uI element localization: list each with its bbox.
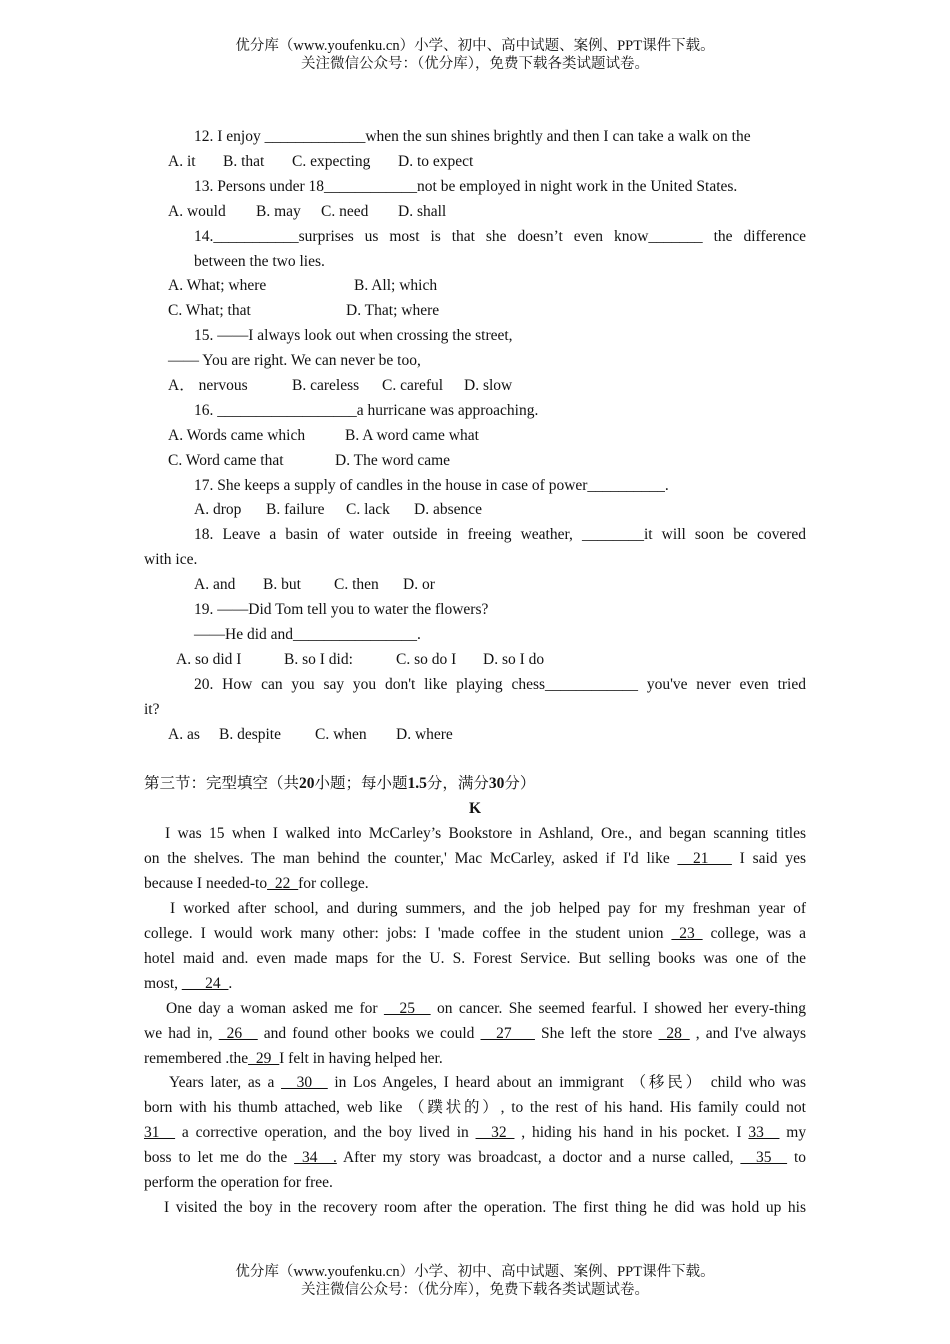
passage-line-6: hotel maid and. even made maps for the U. S. Forest Service. But selling books was one of the — [144, 950, 806, 967]
blank-31: 31__ — [144, 1124, 175, 1141]
q17-option-c: C. lack — [346, 501, 390, 518]
passage-text: , and I've always — [695, 1025, 807, 1042]
passage-text: because I needed-to — [144, 875, 268, 892]
q14-stem-line-2: between the two lies. — [194, 253, 325, 270]
section-heading — [144, 771, 535, 796]
passage-line-15: perform the operation for free. — [144, 1174, 333, 1191]
q14-stem-line-1: 14.___________surprises us most is that she doesn’t even know_______ the difference — [194, 228, 806, 245]
passage-text: on cancer. She seemed fearful. I showed her every-thing — [436, 1000, 807, 1017]
passage-text: . — [228, 975, 233, 992]
passage-line-7 — [144, 971, 232, 996]
q20-stem-line-1: 20. How can you say you don't like playing chess____________ you've never even tried — [194, 676, 806, 693]
passage-line-5 — [144, 921, 806, 946]
blank-23: _23_ — [671, 925, 703, 942]
q12-option-c: C. expecting — [292, 153, 371, 170]
q14-option-d: D. That; where — [346, 302, 440, 319]
passage-text: boss to let me do the — [144, 1149, 288, 1166]
blank-28: _28_ — [658, 1025, 690, 1042]
passage-line-4: I worked after school, and during summers, and the job helped pay for my freshman year of — [170, 900, 806, 917]
q19-option-a: A. so did I — [176, 651, 242, 668]
blank-22: _22_ — [267, 875, 299, 892]
q19-option-c: C. so do I — [396, 651, 457, 668]
footer-line-2: 关注微信公众号：（优分库），免费下载各类试题试卷。 — [301, 1282, 649, 1298]
q12-option-d: D. to expect — [398, 153, 474, 170]
header-line-1: 优分库（www.youfenku.cn）小学、初中、高中试题、案例、PPT课件下载。 — [235, 38, 715, 54]
q17-option-a: A. drop — [194, 501, 242, 518]
q16-option-c: C. Word came that — [168, 452, 284, 469]
q15-option-d: D. slow — [464, 377, 513, 394]
q18-option-c: C. then — [334, 576, 379, 593]
q18-stem-line-2: with ice. — [144, 551, 198, 568]
q16-option-b: B. A word came what — [345, 427, 479, 444]
q18-option-d: D. or — [403, 576, 435, 593]
q17-option-b: B. failure — [266, 501, 325, 518]
q13-option-c: C. need — [321, 203, 369, 220]
section-points-each: 1.5 — [407, 775, 427, 792]
blank-25: __25__ — [384, 1000, 431, 1017]
passage-line-9 — [144, 1021, 806, 1046]
q18-option-b: B. but — [263, 576, 301, 593]
q12-stem: 12. I enjoy _____________when the sun shines brightly and then I can take a walk on the — [194, 128, 751, 145]
passage-text: we had in, — [144, 1025, 213, 1042]
page-footer — [0, 1263, 950, 1299]
blank-24: ___24_ — [181, 975, 229, 992]
q19-option-d: D. so I do — [483, 651, 545, 668]
passage-text: for college. — [298, 875, 369, 892]
q14-option-b: B. All; which — [354, 277, 438, 294]
q13-option-b: B. may — [256, 203, 301, 220]
passage-line-14 — [144, 1145, 806, 1170]
q19-option-b: B. so I did: — [284, 651, 353, 668]
blank-26: _26__ — [218, 1025, 258, 1042]
q19-stem-line-1: 19. ——Did Tom tell you to water the flowers? — [194, 601, 489, 618]
blank-30: __30__ — [281, 1074, 328, 1091]
passage-text: I said yes — [739, 850, 807, 867]
section-total-points: 30 — [488, 775, 505, 792]
q16-stem: 16. __________________a hurricane was approaching. — [194, 402, 539, 419]
q12-option-b: B. that — [223, 153, 265, 170]
passage-text: One day a woman asked me for — [166, 1000, 378, 1017]
passage-text: to — [793, 1149, 806, 1166]
passage-title: K — [468, 800, 482, 817]
passage-line-11 — [169, 1070, 806, 1095]
q19-stem-line-2: ——He did and________________. — [194, 626, 421, 643]
blank-21: __21___ — [677, 850, 732, 867]
q12-option-a: A. it — [168, 153, 196, 170]
passage-line-3 — [144, 871, 369, 896]
q20-option-d: D. where — [396, 726, 453, 743]
passage-line-8 — [166, 996, 806, 1021]
q13-option-a: A. would — [168, 203, 226, 220]
q16-option-a: A. Words came which — [168, 427, 306, 444]
blank-27: __27___ — [480, 1025, 535, 1042]
passage-text: and found other books we could — [263, 1025, 475, 1042]
section-heading-text-4: 分） — [504, 775, 536, 792]
passage-text: in Los Angeles, I heard about an immigrant （移民） child who was — [334, 1074, 806, 1091]
passage-line-1: I was 15 when I walked into McCarley’s Bookstore in Ashland, Ore., and began scanning titles — [165, 825, 806, 842]
passage-text: I felt in having helped her. — [279, 1050, 443, 1067]
q14-option-a: A. What; where — [168, 277, 267, 294]
blank-29: _29_ — [248, 1050, 280, 1067]
q20-option-c: C. when — [315, 726, 367, 743]
passage-text: most, — [144, 975, 179, 992]
q17-option-d: D. absence — [414, 501, 482, 518]
passage-text: She left the store — [540, 1025, 653, 1042]
q15-option-c: C. careful — [382, 377, 444, 394]
q15-option-b: B. careless — [292, 377, 360, 394]
q20-option-b: B. despite — [219, 726, 281, 743]
q18-stem-line-1: 18. Leave a basin of water outside in freeing weather, ________it will soon be covered — [194, 526, 806, 543]
header-line-2: 关注微信公众号：（优分库），免费下载各类试题试卷。 — [301, 56, 649, 72]
passage-line-10 — [144, 1046, 443, 1071]
passage-text: , hiding his hand in his pocket. I — [521, 1124, 742, 1141]
passage-line-2 — [144, 846, 806, 871]
passage-text: on the shelves. The man behind the counter,' Mac McCarley, asked if I'd like — [144, 850, 670, 867]
passage-line-16: I visited the boy in the recovery room after the operation. The first thing he did was hold up his — [164, 1199, 806, 1216]
passage-text: Years later, as a — [169, 1074, 275, 1091]
q14-option-c: C. What; that — [168, 302, 251, 319]
section-question-count: 20 — [299, 775, 315, 792]
q15-stem-line-2: —— You are right. We can never be too, — [168, 352, 421, 369]
q13-stem: 13. Persons under 18____________not be employed in night work in the United States. — [194, 178, 738, 195]
section-heading-text-1: 第三节：完型填空（共 — [144, 775, 300, 792]
footer-line-1: 优分库（www.youfenku.cn）小学、初中、高中试题、案例、PPT课件下载。 — [235, 1264, 715, 1280]
q13-option-d: D. shall — [398, 203, 447, 220]
q16-option-d: D. The word came — [335, 452, 451, 469]
passage-text: college, was a — [710, 925, 807, 942]
q15-option-a: A． nervous — [168, 377, 248, 394]
page-header — [0, 37, 950, 73]
passage-text: After my story was broadcast, a doctor and a nurse called, — [342, 1149, 734, 1166]
passage-line-13 — [144, 1120, 806, 1145]
blank-32: __32_ — [475, 1124, 515, 1141]
passage-line-12: born with his thumb attached, web like （蹼状的）, to the rest of his hand. His family could not — [144, 1099, 806, 1116]
q20-stem-line-2: it? — [144, 701, 160, 718]
q20-option-a: A. as — [168, 726, 200, 743]
q18-option-a: A. and — [194, 576, 236, 593]
blank-33: 33__ — [748, 1124, 780, 1141]
q17-stem: 17. She keeps a supply of candles in the house in case of power__________. — [194, 477, 669, 494]
q15-stem-line-1: 15. ——I always look out when crossing the street, — [194, 327, 513, 344]
passage-text: college. I would work many other: jobs: I 'made coffee in the student union — [144, 925, 664, 942]
passage-text: a corrective operation, and the boy lived in — [181, 1124, 469, 1141]
section-heading-text-2: 小题；每小题 — [314, 775, 408, 792]
blank-35: __35__ — [740, 1149, 787, 1166]
section-heading-text-3: 分，满分 — [426, 775, 489, 792]
passage-text: remembered .the — [144, 1050, 249, 1067]
blank-34: _34__. — [294, 1149, 337, 1166]
passage-text: my — [786, 1124, 807, 1141]
